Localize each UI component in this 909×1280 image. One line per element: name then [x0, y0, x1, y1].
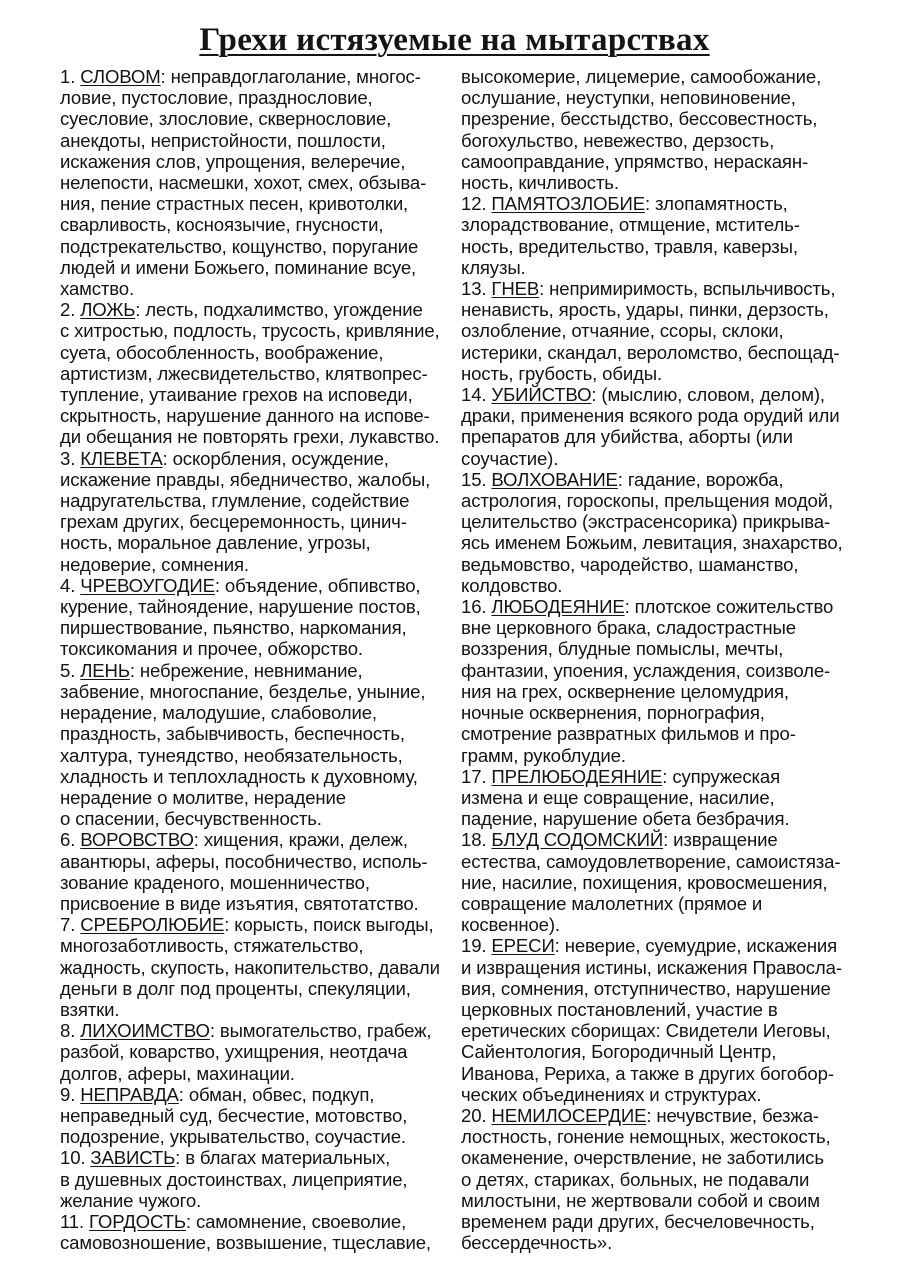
text-line	[461, 808, 853, 829]
sin-heading: ЧРЕВОУГОДИЕ	[80, 574, 215, 596]
line-text: фантазии, упоения, услаждения, соизволе-	[461, 659, 831, 681]
text-line	[461, 342, 853, 363]
text-line	[461, 893, 853, 914]
text-line	[60, 808, 452, 829]
line-text: скрытность, нарушение данного на испове-	[60, 405, 430, 427]
line-text: о детях, стариках, больных, не подавали	[461, 1168, 810, 1190]
text-line	[461, 87, 853, 108]
line-text: : плотское сожительство	[624, 596, 834, 618]
line-text: : хищения, кражи, дележ,	[193, 829, 408, 851]
text-line	[60, 87, 452, 108]
line-text: косвенное).	[461, 914, 560, 936]
text-line	[461, 638, 853, 659]
line-text: 9.	[60, 1083, 81, 1105]
text-line	[60, 320, 452, 341]
line-text: 20.	[461, 1104, 492, 1126]
text-line	[461, 872, 853, 893]
text-line	[461, 320, 853, 341]
line-text: 15.	[461, 468, 492, 490]
line-text: 18.	[461, 829, 492, 851]
text-line	[60, 1041, 452, 1062]
line-text: людей и имени Божьего, поминание всуе,	[60, 256, 417, 278]
text-line	[461, 1041, 853, 1062]
text-line	[60, 787, 452, 808]
line-text: жадность, скупость, накопительство, давали	[60, 956, 440, 978]
line-text: нерадение, малодушие, слабоволие,	[60, 702, 377, 724]
line-text: церковных постановлений, участие в	[461, 998, 778, 1020]
line-text: измена и еще совращение, насилие,	[461, 786, 775, 808]
text-line	[60, 490, 452, 511]
text-line	[60, 1232, 452, 1253]
line-text: колдовство.	[461, 574, 563, 596]
text-line	[60, 363, 452, 384]
line-text: временем ради других, бесчеловечность,	[461, 1210, 815, 1232]
text-line	[60, 617, 452, 638]
text-line	[60, 723, 452, 744]
line-text: препаратов для убийства, аборты (или	[461, 426, 793, 448]
line-text: искажения слов, упрощения, велеречие,	[60, 150, 406, 172]
text-line	[461, 363, 853, 384]
line-text: : небрежение, невнимание,	[129, 659, 363, 681]
line-text: : нечувствие, безжа-	[646, 1104, 819, 1126]
sin-heading: ПАМЯТОЗЛОБИЕ	[491, 193, 645, 215]
text-line	[461, 108, 853, 129]
line-text: пиршествование, пьянство, наркомания,	[60, 617, 407, 639]
text-line	[461, 490, 853, 511]
line-text: : извращение	[663, 829, 778, 851]
text-line	[60, 1063, 452, 1084]
text-line	[60, 342, 452, 363]
text-line	[461, 299, 853, 320]
line-text: в душевных достоинствах, лицеприятие,	[60, 1168, 408, 1190]
line-text: ловие, пустословие, празднословие,	[60, 87, 373, 109]
line-text: 11.	[60, 1210, 90, 1232]
line-text: 19.	[461, 935, 492, 957]
line-text: токсикомания и прочее, обжорство.	[60, 638, 363, 660]
text-line	[461, 469, 853, 490]
line-text: : гадание, ворожба,	[617, 468, 784, 490]
line-text: 6.	[60, 829, 81, 851]
line-text: 4.	[60, 574, 81, 596]
line-text: деньги в долг под проценты, спекуляции,	[60, 977, 411, 999]
text-line	[60, 935, 452, 956]
line-text: сварливость, косноязычие, гнусности,	[60, 214, 384, 236]
right-text-column	[461, 66, 853, 1253]
sin-heading: НЕПРАВДА	[80, 1083, 179, 1105]
text-line	[60, 766, 452, 787]
line-text: 8.	[60, 1020, 81, 1042]
text-line	[60, 66, 452, 87]
text-line	[461, 1232, 853, 1253]
text-line	[461, 257, 853, 278]
line-text: : в благах материальных,	[175, 1147, 391, 1169]
line-text: праздность, забывчивость, беспечность,	[60, 723, 405, 745]
text-line	[60, 1211, 452, 1232]
line-text: лостность, гонение немощных, жестокость,	[461, 1126, 831, 1148]
line-text: самооправдание, упрямство, нераскаян-	[461, 150, 808, 172]
text-line	[60, 638, 452, 659]
text-line	[461, 426, 853, 447]
text-line	[60, 426, 452, 447]
line-text: ние, насилие, похищения, кровосмешения,	[461, 871, 828, 893]
line-text: презрение, бесстыдство, бессовестность,	[461, 108, 818, 130]
line-text: 14.	[461, 384, 492, 406]
sin-heading: СЛОВОМ	[80, 66, 161, 87]
text-line	[60, 532, 452, 553]
sin-heading: ЕРЕСИ	[491, 935, 555, 957]
line-text: и извращения истины, искажения Правосла-	[461, 956, 842, 978]
line-text: целительство (экстрасенсорика) прикрыва-	[461, 511, 831, 533]
line-text: : оскорбления, осуждение,	[162, 447, 389, 469]
sin-heading: ГНЕВ	[491, 278, 540, 300]
text-line	[461, 957, 853, 978]
sin-heading: ЛОЖЬ	[80, 299, 136, 321]
line-text: : (мыслию, словом, делом),	[591, 384, 825, 406]
line-text: ность, грубость, обиды.	[461, 362, 662, 384]
line-text: озлобление, отчаяние, ссоры, склоки,	[461, 320, 784, 342]
line-text: курение, тайноядение, нарушение постов,	[60, 596, 421, 618]
sin-heading: СРЕБРОЛЮБИЕ	[80, 914, 225, 936]
text-line	[60, 278, 452, 299]
text-line	[60, 193, 452, 214]
line-text: : объядение, обпивство,	[214, 574, 421, 596]
text-line	[60, 660, 452, 681]
line-text: анекдоты, непристойности, пошлости,	[60, 129, 386, 151]
text-line	[461, 702, 853, 723]
line-text: тупление, утаивание грехов на исповеди,	[60, 384, 413, 406]
line-text: вне церковного брака, сладострастные	[461, 617, 796, 639]
text-line	[60, 575, 452, 596]
line-text: нерадение о молитве, нерадение	[60, 786, 346, 808]
text-line	[60, 511, 452, 532]
line-text: многозаботливость, стяжательство,	[60, 935, 364, 957]
text-line	[60, 681, 452, 702]
text-line	[461, 554, 853, 575]
text-line	[461, 766, 853, 787]
line-text: разбой, коварство, ухищрения, неотдача	[60, 1041, 408, 1063]
text-line	[60, 745, 452, 766]
text-line	[60, 405, 452, 426]
text-line	[60, 702, 452, 723]
line-text: : злопамятность,	[644, 193, 788, 215]
text-line	[461, 787, 853, 808]
text-line	[461, 1105, 853, 1126]
line-text: подстрекательство, кощунство, поругание	[60, 235, 419, 257]
text-line	[461, 596, 853, 617]
line-text: самовозношение, возвышение, тщеславие,	[60, 1232, 431, 1254]
line-text: : самомнение, своеволие,	[185, 1210, 407, 1232]
text-line	[461, 448, 853, 469]
line-text: : обман, обвес, подкуп,	[178, 1083, 375, 1105]
text-line	[461, 172, 853, 193]
text-line	[60, 151, 452, 172]
line-text: : корысть, поиск выгоды,	[224, 914, 434, 936]
text-line	[60, 893, 452, 914]
line-text: недоверие, сомнения.	[60, 553, 249, 575]
line-text: подозрение, укрывательство, соучастие.	[60, 1126, 406, 1148]
line-text: ческих объединениях и структурах.	[461, 1083, 762, 1105]
line-text: 13.	[461, 278, 492, 300]
line-text: ди обещания не повторять грехи, лукавство.	[60, 426, 440, 448]
sin-heading: ЗАВИСТЬ	[90, 1147, 176, 1169]
line-text: надругательства, глумление, содействие	[60, 490, 410, 512]
text-line	[461, 151, 853, 172]
text-line	[461, 214, 853, 235]
line-text: : неправдоглаголание, многос-	[160, 66, 421, 87]
line-text: хамство.	[60, 278, 135, 300]
line-text: злорадствование, отмщение, мститель-	[461, 214, 800, 236]
text-line	[461, 914, 853, 935]
line-text: 12.	[461, 193, 492, 215]
sin-heading: ПРЕЛЮБОДЕЯНИЕ	[491, 765, 663, 787]
line-text: ненависть, ярость, удары, пинки, дерзость,	[461, 299, 829, 321]
line-text: искажение правды, ябедничество, жалобы,	[60, 468, 431, 490]
line-text: забвение, многоспание, безделье, уныние,	[60, 680, 426, 702]
line-text: 7.	[60, 914, 81, 936]
text-line	[60, 914, 452, 935]
line-text: естества, самоудовлетворение, самоистяза-	[461, 850, 841, 872]
sin-heading: ЛЕНЬ	[80, 659, 130, 681]
line-text: грехам других, бесцеремонность, цинич-	[60, 511, 407, 533]
document-title	[0, 20, 909, 60]
text-line	[461, 1147, 853, 1168]
line-text: хладность и теплохладность к духовному,	[60, 765, 418, 787]
line-text: долгов, аферы, махинации.	[60, 1062, 295, 1084]
line-text: нелепости, насмешки, хохот, смех, обзыва-	[60, 172, 427, 194]
line-text: халтура, тунеядство, необязательность,	[60, 744, 403, 766]
text-line	[461, 851, 853, 872]
line-text: авантюры, аферы, пособничество, исполь-	[60, 850, 428, 872]
text-line	[60, 1020, 452, 1041]
text-line	[461, 745, 853, 766]
text-line	[461, 617, 853, 638]
line-text: : лесть, подхалимство, угождение	[135, 299, 423, 321]
text-line	[461, 130, 853, 151]
text-line	[461, 660, 853, 681]
text-line	[60, 872, 452, 893]
line-text: Сайентология, Богородичный Центр,	[461, 1041, 777, 1063]
text-line	[60, 448, 452, 469]
sin-heading: БЛУД СОДОМСКИЙ	[491, 829, 664, 851]
text-line	[60, 978, 452, 999]
line-text: ность, вредительство, травля, каверзы,	[461, 235, 798, 257]
title-text: Грехи истязуемые на мытарствах	[199, 22, 710, 58]
sin-heading: КЛЕВЕТА	[80, 447, 163, 469]
text-line	[60, 130, 452, 151]
line-text: желание чужого.	[60, 1189, 202, 1211]
text-line	[461, 236, 853, 257]
line-text: 2.	[60, 299, 81, 321]
text-line	[461, 978, 853, 999]
text-line	[461, 935, 853, 956]
line-text: еретических сборищах: Свидетели Иеговы,	[461, 1020, 831, 1042]
line-text: ния, пение страстных песен, кривотолки,	[60, 193, 409, 215]
sin-heading: ВОРОВСТВО	[80, 829, 194, 851]
line-text: совращение малолетних (прямое и	[461, 892, 763, 914]
line-text: ность, кичливость.	[461, 172, 619, 194]
line-text: 5.	[60, 659, 81, 681]
line-text: : непримиримость, вспыльчивость,	[539, 278, 836, 300]
text-line	[60, 172, 452, 193]
text-line	[60, 1169, 452, 1190]
text-line	[461, 1063, 853, 1084]
line-text: 17.	[461, 765, 492, 787]
text-line	[461, 193, 853, 214]
line-text: о спасении, бесчувственность.	[60, 808, 322, 830]
text-line	[461, 1020, 853, 1041]
line-text: 1.	[60, 66, 81, 87]
text-line	[60, 108, 452, 129]
line-text: 16.	[461, 596, 492, 618]
text-line	[461, 278, 853, 299]
sin-heading: УБИЙСТВО	[491, 384, 592, 406]
sin-heading: ВОЛХОВАНИЕ	[491, 468, 618, 490]
line-text: взятки.	[60, 998, 120, 1020]
line-text: ослушание, неуступки, неповиновение,	[461, 87, 796, 109]
line-text: суесловие, злословие, сквернословие,	[60, 108, 392, 130]
text-line	[60, 1147, 452, 1168]
text-line	[60, 829, 452, 850]
line-text: : супружеская	[662, 765, 781, 787]
text-line	[461, 405, 853, 426]
sin-heading: НЕМИЛОСЕРДИЕ	[491, 1104, 647, 1126]
text-line	[60, 1105, 452, 1126]
line-text: 10.	[60, 1147, 91, 1169]
text-line	[60, 596, 452, 617]
line-text: присвоение в виде изъятия, святотатство.	[60, 892, 419, 914]
text-line	[60, 957, 452, 978]
text-line	[60, 1126, 452, 1147]
text-line	[60, 236, 452, 257]
text-line	[461, 1190, 853, 1211]
text-line	[461, 1169, 853, 1190]
line-text: ность, моральное давление, угрозы,	[60, 532, 371, 554]
line-text: неправедный суд, бесчестие, мотовство,	[60, 1104, 408, 1126]
line-text: : неверие, суемудрие, искажения	[554, 935, 838, 957]
text-line	[60, 554, 452, 575]
line-text: 3.	[60, 447, 81, 469]
text-line	[60, 851, 452, 872]
line-text: драки, применения всякого рода орудий или	[461, 405, 840, 427]
line-text: ночные осквернения, порнография,	[461, 702, 765, 724]
line-text: высокомерие, лицемерие, самообожание,	[461, 66, 822, 87]
left-text-column	[60, 66, 452, 1253]
text-line	[461, 575, 853, 596]
text-line	[60, 384, 452, 405]
text-line	[461, 829, 853, 850]
line-text: грамм, рукоблудие.	[461, 744, 626, 766]
line-text: бессердечность».	[461, 1232, 613, 1254]
text-line	[461, 1126, 853, 1147]
text-line	[60, 1084, 452, 1105]
text-line	[60, 257, 452, 278]
text-line	[60, 1190, 452, 1211]
line-text: смотрение развратных фильмов и про-	[461, 723, 796, 745]
line-text: ведьмовство, чародейство, шаманство,	[461, 553, 799, 575]
line-text: ния на грех, осквернение целомудрия,	[461, 680, 789, 702]
line-text: истерики, скандал, вероломство, беспощад-	[461, 341, 840, 363]
text-line	[60, 214, 452, 235]
text-line	[461, 999, 853, 1020]
line-text: астрология, гороскопы, прельщения модой,	[461, 490, 833, 512]
text-line	[60, 999, 452, 1020]
text-line	[461, 1211, 853, 1232]
line-text: воззрения, блудные помыслы, мечты,	[461, 638, 784, 660]
sin-heading: ЛЮБОДЕЯНИЕ	[491, 596, 625, 618]
text-line	[461, 384, 853, 405]
text-line	[60, 299, 452, 320]
line-text: богохульство, невежество, дерзость,	[461, 129, 775, 151]
text-line	[461, 532, 853, 553]
line-text: кляузы.	[461, 256, 526, 278]
line-text: падение, нарушение обета безбрачия.	[461, 808, 790, 830]
text-line	[461, 681, 853, 702]
line-text: суета, обособленность, воображение,	[60, 341, 384, 363]
text-line	[461, 723, 853, 744]
text-line	[461, 1084, 853, 1105]
line-text: : вымогательство, грабеж,	[209, 1020, 432, 1042]
line-text: ясь именем Божьим, левитация, знахарство,	[461, 532, 843, 554]
text-line	[461, 511, 853, 532]
line-text: милостыни, не жертвовали собой и своим	[461, 1189, 820, 1211]
line-text: соучастие).	[461, 447, 559, 469]
line-text: Иванова, Рериха, а также в других богобор-	[461, 1062, 834, 1084]
sin-heading: ГОРДОСТЬ	[89, 1210, 186, 1232]
text-line	[60, 469, 452, 490]
line-text: с хитростью, подлость, трусость, кривляние,	[60, 320, 440, 342]
text-line	[461, 66, 853, 87]
sin-heading: ЛИХОИМСТВО	[80, 1020, 210, 1042]
line-text: зование краденого, мошенничество,	[60, 871, 370, 893]
line-text: артистизм, лжесвидетельство, клятвопрес-	[60, 362, 428, 384]
line-text: окаменение, очерствление, не заботились	[461, 1147, 824, 1169]
line-text: вия, сомнения, отступничество, нарушение	[461, 977, 831, 999]
